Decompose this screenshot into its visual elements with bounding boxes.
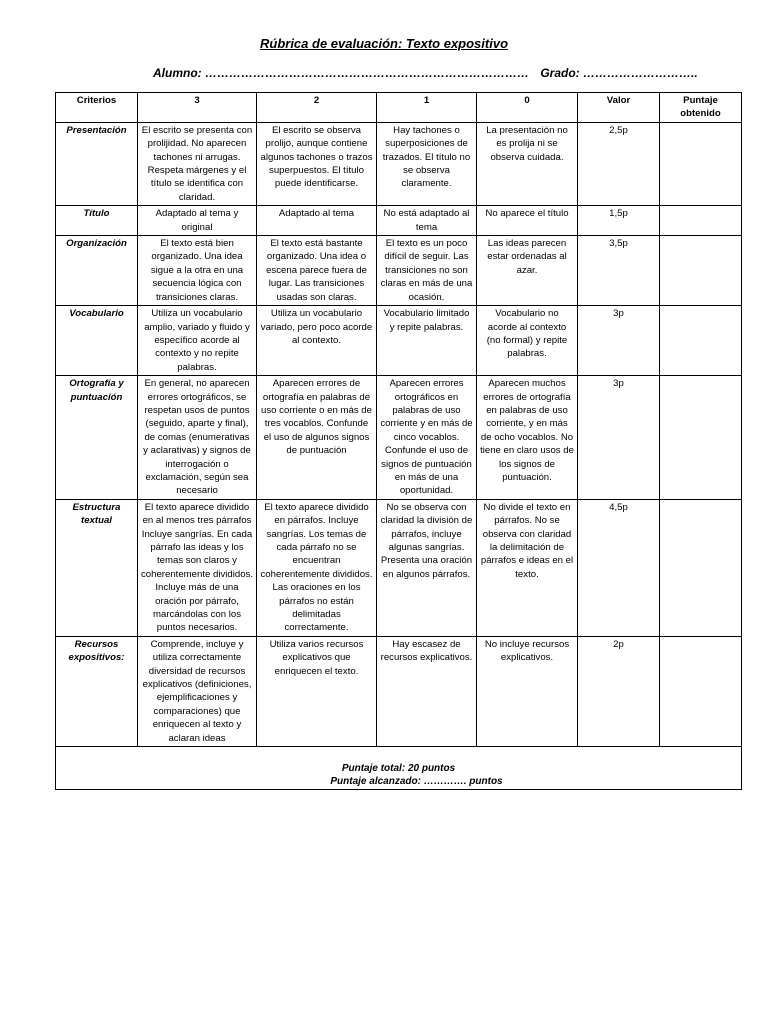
level-2-cell: El texto aparece dividido en párrafos. Incluye sangrías. Los temas de cada párrafo no se encuentran coherentemente divididos. Las oraciones en los párrafos no están delimitadas correctamente. (257, 499, 377, 636)
grade-field: Grado: ……………………….. (540, 66, 698, 80)
level-0-cell: Las ideas parecen estar ordenadas al azar. (477, 236, 578, 306)
table-row (56, 499, 742, 636)
level-0-cell: No divide el texto en párrafos. No se observa con claridad la delimitación de párrafos e ideas en el texto. (477, 499, 578, 636)
footer-row (56, 747, 742, 790)
total-score-label: Puntaje total: 20 puntos (341, 762, 456, 774)
table-row (56, 122, 742, 205)
level-0-cell: No incluye recursos explicativos. (477, 636, 578, 746)
value-cell: 1,5p (578, 206, 660, 236)
value-cell: 4,5p (578, 499, 660, 636)
table-row (56, 636, 742, 746)
value-cell: 2p (578, 636, 660, 746)
header-score: Puntaje obtenido (660, 93, 742, 123)
level-1-cell: Vocabulario limitado y repite palabras. (377, 306, 477, 376)
level-3-cell: El escrito se presenta con prolijidad. No aparecen tachones ni arrugas. Respeta márgenes y el título se identifica con claridad. (138, 122, 257, 205)
criterion-cell: Vocabulario (56, 306, 138, 376)
level-1-cell: Hay tachones o superposiciones de trazados. El título no se observa claramente. (377, 122, 477, 205)
level-0-cell: Aparecen muchos errores de ortografía en palabras de uso corriente, y en más de ocho vocablos. No tiene en claro usos de los signos de puntuación. (477, 376, 578, 500)
value-cell: 3p (578, 376, 660, 500)
level-0-cell: No aparece el título (477, 206, 578, 236)
header-level-2: 2 (257, 93, 377, 123)
level-2-cell: Aparecen errores de ortografía en palabras de uso corriente o en más de tres vocablos. Confunde el uso de algunos signos de puntuación (257, 376, 377, 500)
level-0-cell: Vocabulario no acorde al contexto (no formal) y repite palabras. (477, 306, 578, 376)
value-cell: 2,5p (578, 122, 660, 205)
header-level-1: 1 (377, 93, 477, 123)
value-cell: 3,5p (578, 236, 660, 306)
level-0-cell: La presentación no es prolija ni se observa cuidada. (477, 122, 578, 205)
level-1-cell: No está adaptado al tema (377, 206, 477, 236)
level-1-cell: Aparecen errores ortográficos en palabras de uso corriente y en más de cinco vocablos. Confunde el uso de signos de puntuación en más de una oportunidad. (377, 376, 477, 500)
score-cell[interactable] (660, 236, 742, 306)
score-summary (56, 747, 742, 790)
header-level-3: 3 (138, 93, 257, 123)
criterion-cell: Estructura textual (56, 499, 138, 636)
level-2-cell: Utiliza un vocabulario variado, pero poco acorde al contexto. (257, 306, 377, 376)
level-2-cell: El texto está bastante organizado. Una idea o escena parece fuera de lugar. Las transiciones usadas son claras. (257, 236, 377, 306)
score-cell[interactable] (660, 376, 742, 500)
rubric-table (55, 92, 742, 790)
value-cell: 3p (578, 306, 660, 376)
student-info-line (153, 66, 753, 80)
table-row (56, 376, 742, 500)
criterion-cell: Título (56, 206, 138, 236)
header-level-0: 0 (477, 93, 578, 123)
level-3-cell: El texto aparece dividido en al menos tres párrafos Incluye sangrías. En cada párrafo las ideas y los temas son claros y coherentemente divididos. Incluye más de una oración por párrafo, marcándolas con los puntos necesarios. (138, 499, 257, 636)
header-value: Valor (578, 93, 660, 123)
score-cell[interactable] (660, 122, 742, 205)
level-3-cell: El texto está bien organizado. Una idea sigue a la otra en una secuencia lógica con transiciones claras. (138, 236, 257, 306)
score-cell[interactable] (660, 206, 742, 236)
criterion-cell: Ortografía y puntuación (56, 376, 138, 500)
level-2-cell: Utiliza varios recursos explicativos que enriquecen el texto. (257, 636, 377, 746)
score-cell[interactable] (660, 636, 742, 746)
level-2-cell: Adaptado al tema (257, 206, 377, 236)
score-cell[interactable] (660, 499, 742, 636)
level-1-cell: El texto es un poco difícil de seguir. Las transiciones no son claras en más de una ocasión. (377, 236, 477, 306)
level-3-cell: En general, no aparecen errores ortográficos, se respetan usos de puntos (seguido, aparte y final), de comas (enumerativas y aclarativas) y signos de interrogación o exclamación, según sea necesario (138, 376, 257, 500)
table-row (56, 236, 742, 306)
level-1-cell: No se observa con claridad la división de párrafos, incluye algunas sangrías. Presenta una oración en algunos párrafos. (377, 499, 477, 636)
student-name-field: Alumno: ……………………………………………………………………… (153, 66, 529, 80)
level-1-cell: Hay escasez de recursos explicativos. (377, 636, 477, 746)
level-3-cell: Utiliza un vocabulario amplio, variado y fluido y específico acorde al contexto y no repite palabras. (138, 306, 257, 376)
header-row (56, 93, 742, 123)
criterion-cell: Organización (56, 236, 138, 306)
document-title: Rúbrica de evaluación: Texto expositivo (259, 36, 509, 51)
table-row (56, 306, 742, 376)
reached-score-label: Puntaje alcanzado: …………. puntos (330, 775, 503, 787)
criterion-cell: Presentación (56, 122, 138, 205)
header-criterion: Criterios (56, 93, 138, 123)
table-row (56, 206, 742, 236)
level-3-cell: Comprende, incluye y utiliza correctamente diversidad de recursos explicativos (definiciones, ejemplificaciones y comparaciones) que enriquecen al texto y aclaran ideas (138, 636, 257, 746)
criterion-cell: Recursos expositivos: (56, 636, 138, 746)
level-3-cell: Adaptado al tema y original (138, 206, 257, 236)
score-cell[interactable] (660, 306, 742, 376)
level-2-cell: El escrito se observa prolijo, aunque contiene algunos tachones o trazos superpuestos. El título puede identificarse. (257, 122, 377, 205)
